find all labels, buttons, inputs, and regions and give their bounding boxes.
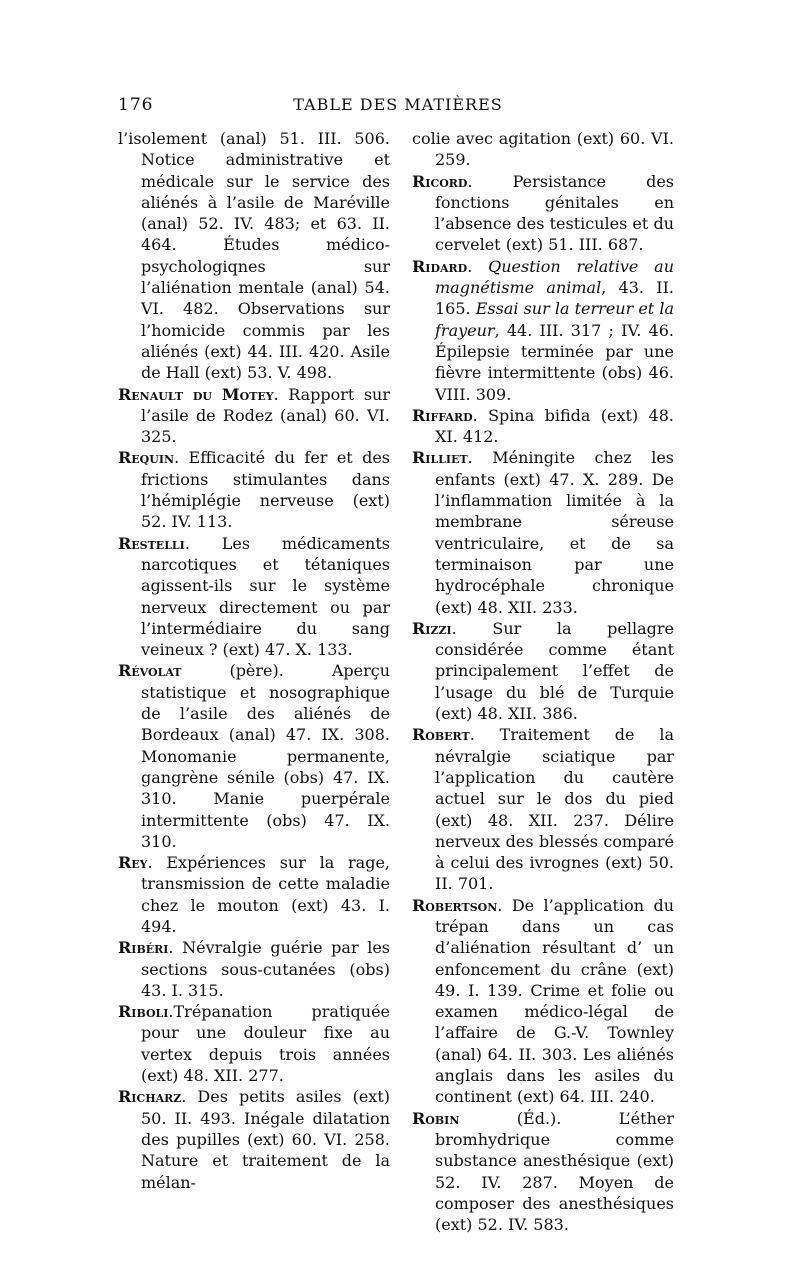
running-header (118, 95, 678, 117)
index-entry (412, 171, 674, 256)
entry-text: colie avec agitation (ext) 60. VI. 259. (412, 129, 674, 170)
index-entry (412, 447, 674, 617)
entry-text: . Des petits asiles (ext) 50. II. 493. Inégale dilatation des pupilles (ext) 60. VI. 258. Nature et traitement de la mélan- (141, 1087, 390, 1192)
author-name: Restelli (118, 533, 185, 553)
entry-text: . Expériences sur la rage, transmission de cette maladie chez le mouton (ext) 43. I. 494. (141, 853, 390, 936)
entry-text: . Rapport sur l’asile de Rodez (anal) 60. VI. 325. (141, 384, 390, 447)
index-entry (118, 447, 390, 532)
work-title: Essai sur la terreur et la frayeur (435, 299, 674, 340)
index-entry (118, 1086, 390, 1192)
entry-text: , 44. III. 317 ; IV. 46. Épilepsie terminée par une fièvre intermittente (obs) 46. VIII. 309. (435, 320, 674, 404)
work-title: Question relative au magnétisme animal (435, 256, 674, 298)
index-entry (118, 1001, 390, 1086)
author-name: Richarz (118, 1087, 182, 1107)
author-name: Requin (118, 448, 175, 468)
entry-text: . Les médicaments narcotiques et tétaniques agissent-ils sur le système nerveux directement ou par l’intermédiaire du sang veineux ? (ext) 47. X. 133. (141, 533, 390, 660)
author-name: Ricord (412, 171, 468, 191)
entry-text: (père). Aperçu statistique et nosographique de l’asile des aliénés de Bordeaux (anal) 47. IX. 308. Monomanie permanente, gangrène sénile (obs) 47. IX. 310. Manie puerpérale intermittente (obs) 47. IX. 310. (141, 661, 390, 851)
author-name: Renault du Motey (118, 384, 274, 404)
entry-text: (Éd.). L’éther bromhydrique comme substance anesthésique (ext) 52. IV. 287. Moyen de composer des anesthésiques (ext) 52. IV. 583. (435, 1108, 674, 1235)
entry-text: . (467, 256, 489, 276)
index-entry-continuation (118, 128, 390, 384)
entry-text: . Spina bifida (ext) 48. XI. 412. (435, 405, 674, 447)
index-entry (412, 724, 674, 894)
entry-text: , 43. II. 165. (435, 278, 674, 319)
entry-text: . De l’application du trépan dans un cas d’aliénation résultant d’ un enfoncement du crâne (ext) 49. I. 139. Crime et folie ou examen médico-légal de l’affaire de G.-V. Townley (anal) 64. II. 303. Les aliénés anglais dans les asiles du continent (ext) 64. III. 240. (435, 895, 674, 1107)
entry-text: .Trépanation pratiquée pour une douleur fixe au vertex depuis trois années (ext) 48. XII. 277. (141, 1002, 390, 1086)
index-entry (118, 384, 390, 448)
index-entry (118, 937, 390, 1001)
entry-text: . Efficacité du fer et des frictions stimulantes dans l’hémiplégie nerveuse (ext) 52. IV. 113. (141, 448, 390, 532)
index-entry (412, 895, 674, 1108)
author-name: Robert (412, 725, 470, 745)
entry-text: . Méningite chez les enfants (ext) 47. X. 289. De l’inflammation limitée à la membrane séreuse ventriculaire, et de sa terminaison par une hydrocéphale chronique (ext) 48. XII. 233. (435, 448, 674, 617)
author-name: Riffard (412, 405, 473, 425)
index-entry (118, 852, 390, 937)
author-name: Rizzi (412, 618, 452, 638)
running-title: TABLE DES MATIÈRES (293, 95, 503, 114)
author-name: Ribéri (118, 938, 169, 958)
author-name: Rilliet (412, 448, 468, 468)
index-entry (118, 533, 390, 661)
author-name: Révolat (118, 661, 182, 681)
author-name: Rey (118, 853, 148, 873)
author-name: Robin (412, 1108, 460, 1128)
index-entry (412, 1108, 674, 1236)
author-name: Robertson (412, 895, 498, 915)
index-entry (118, 660, 390, 852)
right-column (412, 128, 674, 1235)
author-name: Riboli (118, 1002, 169, 1022)
entry-text: l’isolement (anal) 51. III. 506. Notice administrative et médicale sur le service des aliénés à l’asile de Maréville (anal) 52. IV. 483; et 63. II. 464. Études médico-psychologiqnes sur l’aliénation mentale (anal) 54. VI. 482. Observations sur l’homicide commis par les aliénés (ext) 44. III. 420. Asile de Hall (ext) 53. V. 498. (118, 129, 390, 383)
entry-text: . Persistance des fonctions génitales en l’absence des testicules et du cervelet (ext) 51. III. 687. (435, 171, 674, 255)
entry-text: . Névralgie guérie par les sections sous-cutanées (obs) 43. I. 315. (141, 938, 390, 1000)
entry-text: . Sur la pellagre considérée comme étant principalement l’effet de l’usage du blé de Turquie (ext) 48. XII. 386. (435, 618, 674, 724)
index-entry (412, 405, 674, 448)
index-entry-continuation (412, 128, 674, 171)
page-number: 176 (118, 95, 154, 115)
author-name: Ridard (412, 256, 468, 276)
index-entry (412, 618, 674, 724)
index-entry (412, 256, 674, 405)
left-column (118, 128, 390, 1193)
entry-text: . Traitement de la névralgie sciatique par l’application du cautère actuel sur le dos du pied (ext) 48. XII. 237. Délire nerveux des blessés comparé à celui des ivrognes (ext) 50. II. 701. (435, 725, 674, 894)
